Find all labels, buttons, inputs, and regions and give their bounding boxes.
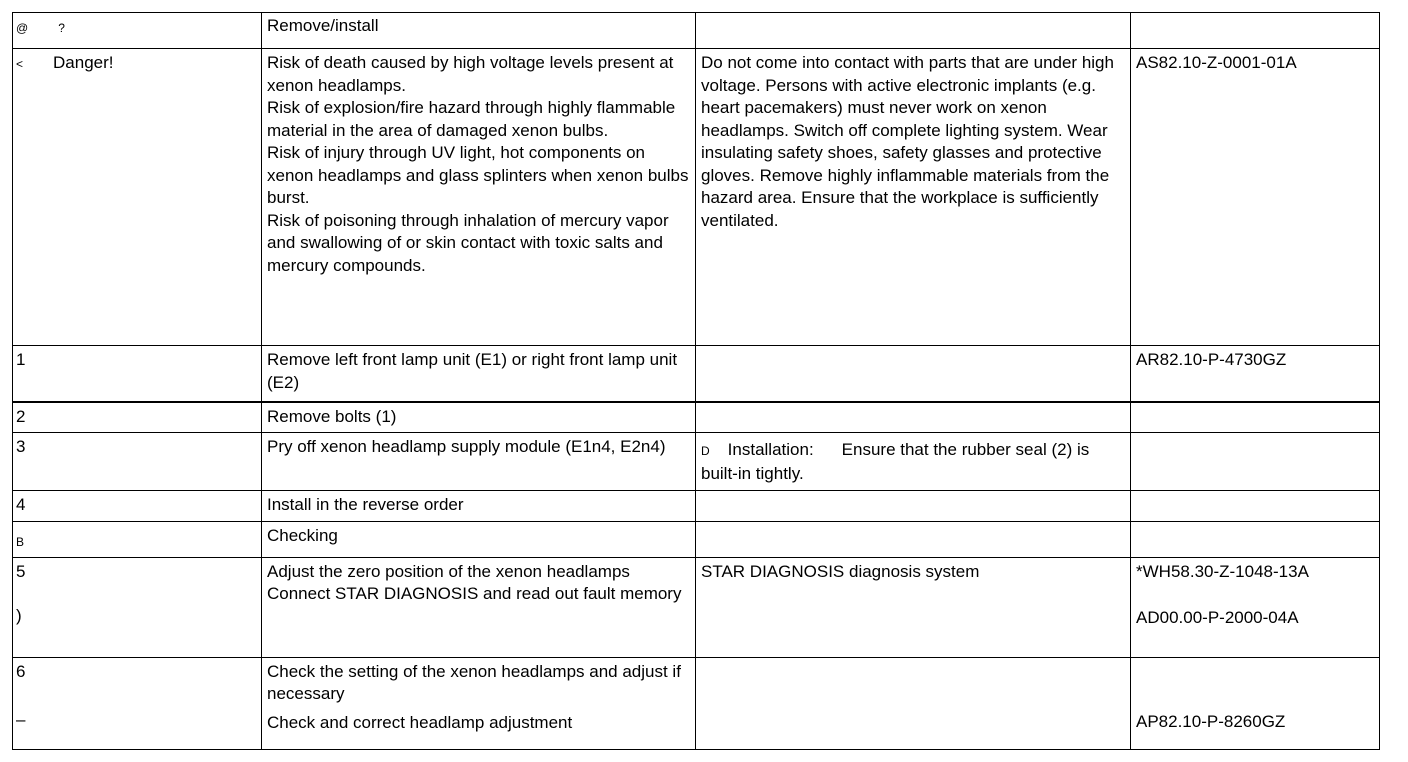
procedure-table <box>12 12 1380 750</box>
step-action: Remove bolts (1) <box>262 402 696 433</box>
table-row-step-3 <box>13 433 1380 491</box>
risk-text: through highly flammable material in the area of damaged xenon bulbs. <box>267 98 676 140</box>
step-note <box>696 491 1131 522</box>
checking-title: Checking <box>262 522 696 558</box>
step-action: Pry off xenon headlamp supply module (E1n4, E2n4) <box>262 433 696 491</box>
step-action: Install in the reverse order <box>262 491 696 522</box>
risk-title: Risk of poisoning <box>267 210 397 230</box>
risk-text: through UV light, hot components on xenon headlamps and glass splinters when xenon bulbs burst. <box>267 143 689 207</box>
step-note-cell <box>696 433 1131 491</box>
header-title: Remove/install <box>262 13 696 49</box>
step-number-cell <box>13 657 262 749</box>
danger-label: Danger! <box>53 53 114 72</box>
checking-symbol-cell <box>13 522 262 558</box>
table-row-danger <box>13 49 1380 346</box>
header-empty-ref <box>1131 13 1380 49</box>
remove-install-symbol-icon: @ <box>16 21 29 35</box>
step-number: 4 <box>13 491 262 522</box>
step-number: 6 <box>16 661 26 681</box>
table-row-checking <box>13 522 1380 558</box>
step-action: Remove left front lamp unit (E1) or right front lamp unit (E2) <box>262 346 696 402</box>
risk-text: through inhalation of mercury vapor and swallowing of or skin contact with toxic salts and mercury compounds. <box>267 210 669 275</box>
step-note <box>696 402 1131 433</box>
danger-note: Do not come into contact with parts that are under high voltage. Persons with active electronic implants (e.g. heart pacemakers) must never work on xenon headlamps. Switch off complete lighting system. Wear insulating safety shoes, safety glasses and protective gloves. Remove highly inflammable materials from the hazard area. Ensure that the workplace is sufficiently ventilated. <box>696 49 1131 346</box>
risk-title: Risk of explosion/fire hazard <box>267 98 481 117</box>
step-ref-cell <box>1131 557 1380 657</box>
header-symbol-cell <box>13 13 262 49</box>
checking-empty-note <box>696 522 1131 558</box>
risk-item <box>267 97 689 142</box>
step-number-cell <box>13 557 262 657</box>
risk-title: Risk of death <box>267 53 367 72</box>
step-number: 2 <box>13 402 262 433</box>
table-row-header <box>13 13 1380 49</box>
step-action: Adjust the zero position of the xenon headlamps <box>267 561 630 581</box>
step-ref: AR82.10-P-4730GZ <box>1131 346 1380 402</box>
sub-step-ref: AD00.00-P-2000-04A <box>1136 608 1299 627</box>
installation-label: Installation: <box>727 440 814 459</box>
header-empty-note <box>696 13 1131 49</box>
help-symbol-icon: ? <box>58 21 65 35</box>
step-note: Ensure that the rubber seal (2) is built-in tightly. <box>701 440 1090 483</box>
step-action: Check the setting of the xenon headlamps and adjust if necessary <box>267 661 681 703</box>
step-ref: *WH58.30-Z-1048-13A <box>1136 561 1309 581</box>
sub-step-action: Check and correct headlamp adjustment <box>267 712 573 732</box>
step-action-cell <box>262 657 696 749</box>
checking-empty-ref <box>1131 522 1380 558</box>
step-number: 3 <box>13 433 262 491</box>
sub-step-ref: AP82.10-P-8260GZ <box>1136 711 1286 731</box>
step-ref-cell <box>1131 657 1380 749</box>
sub-step-dash-icon: – <box>16 710 26 729</box>
installation-symbol-icon: D <box>701 444 710 458</box>
step-ref <box>1131 402 1380 433</box>
step-ref <box>1131 433 1380 491</box>
checking-symbol-icon: B <box>16 535 25 549</box>
danger-label-cell <box>13 49 262 346</box>
table-row-step-1 <box>13 346 1380 402</box>
step-empty-note <box>696 657 1131 749</box>
step-action-cell <box>262 557 696 657</box>
step-number: 1 <box>13 346 262 402</box>
table-row-step-6 <box>13 657 1380 749</box>
risk-title: Risk of injury <box>267 143 365 162</box>
risk-text: caused by high voltage levels present at xenon headlamps. <box>267 53 674 95</box>
danger-risks-cell <box>262 49 696 346</box>
danger-ref: AS82.10-Z-0001-01A <box>1131 49 1380 346</box>
risk-item <box>267 52 689 97</box>
step-note: STAR DIAGNOSIS diagnosis system <box>696 557 1131 657</box>
step-ref <box>1131 491 1380 522</box>
risk-item <box>267 142 689 210</box>
step-note <box>696 346 1131 402</box>
danger-warning-icon: < <box>16 57 24 71</box>
risk-item <box>267 210 689 278</box>
step-number: 5 <box>16 561 26 581</box>
sub-step-action: Connect STAR DIAGNOSIS and read out fault memory <box>267 584 682 603</box>
sub-step-symbol-icon: ) <box>16 606 22 625</box>
table-row-step-4 <box>13 491 1380 522</box>
table-row-step-5 <box>13 557 1380 657</box>
table-row-step-2 <box>13 402 1380 433</box>
